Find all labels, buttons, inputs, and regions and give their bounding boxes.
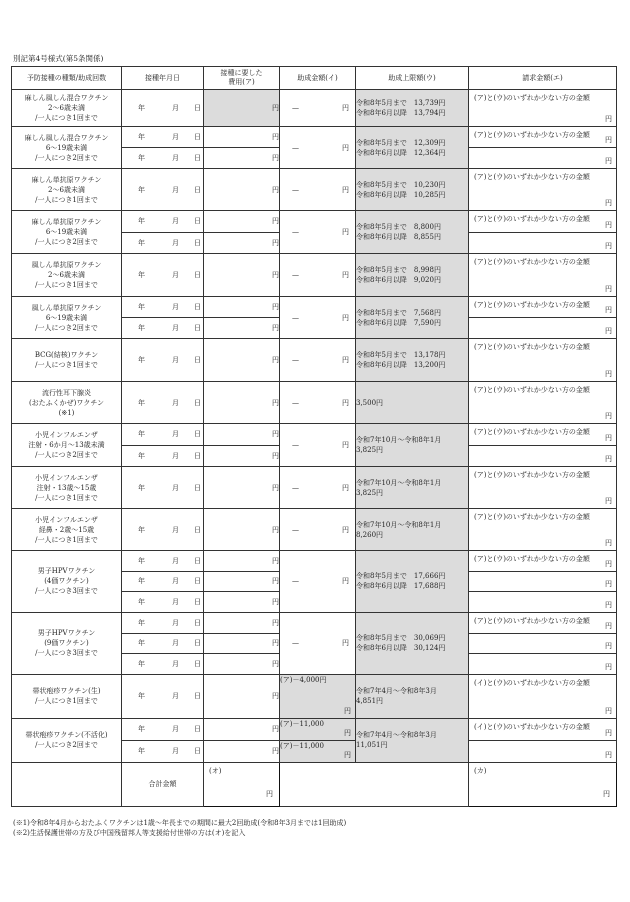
form-caption: 別記第4号様式(第5条関係) (13, 54, 104, 63)
total-o-field[interactable] (204, 762, 280, 806)
date-unit: 日 (194, 217, 201, 226)
date-unit: 日 (194, 556, 201, 565)
subsidy-amount-7 (280, 382, 356, 424)
vaccine-type-12: 男子HPVワクチン (9価ワクチン) /一人につき3回まで (12, 612, 122, 674)
claim-yen: 円 (605, 497, 612, 505)
date-field-12-2[interactable] (122, 654, 204, 675)
header-claim: 請求金額(エ) (469, 67, 617, 90)
date-unit: 日 (194, 725, 201, 734)
vaccine-type-6: BCG(結核)ワクチン /一人につき1回まで (12, 339, 122, 382)
total-row (12, 762, 617, 806)
limit-amount-3: 令和8年5月まで 8,800円 令和8年6月以降 8,855円 (356, 211, 469, 254)
vaccine-type-0: 麻しん風しん混合ワクチン 2～6歳未満 /一人につき1回まで (12, 90, 122, 127)
date-unit: 年 (138, 725, 145, 734)
cost-field-3-0[interactable]: 円 (204, 211, 280, 233)
subsidy-dash: — (292, 441, 299, 449)
date-field-6-0[interactable] (122, 339, 204, 382)
date-field-5-1[interactable] (122, 318, 204, 339)
claim-yen: 円 (605, 157, 612, 165)
cost-field-7-0[interactable]: 円 (204, 382, 280, 424)
date-unit: 年 (138, 483, 145, 492)
date-unit: 年 (138, 430, 145, 439)
subsidy-dash: — (292, 525, 299, 534)
limit-amount-6: 令和8年5月まで 13,178円 令和8年6月以降 13,200円 (356, 339, 469, 382)
vaccine-type-7: 流行性耳下腺炎 (おたふくかぜ)ワクチン (※1) (12, 382, 122, 424)
claim-field-1-0[interactable] (469, 127, 617, 148)
subsidy-yen: 円 (342, 441, 349, 449)
claim-yen: 円 (605, 580, 612, 589)
date-unit: 日 (194, 618, 201, 627)
cost-field-8-1[interactable]: 円 (204, 445, 280, 467)
date-unit: 月 (172, 324, 179, 332)
vaccine-type-1: 麻しん風しん混合ワクチン 6～19歳未満 /一人につき2回まで (12, 127, 122, 169)
limit-amount-9: 令和7年10月～令和8年1月 3,825円 (356, 467, 469, 509)
date-field-2-0[interactable] (122, 169, 204, 211)
claim-field-11-2[interactable] (469, 592, 617, 613)
date-unit: 日 (194, 483, 201, 492)
table-row (12, 169, 617, 211)
claim-yen: 円 (605, 306, 612, 314)
cost-field-3-1[interactable]: 円 (204, 232, 280, 254)
date-unit: 日 (194, 356, 201, 364)
claim-note: (ア)と(ウ)のいずれか少ない方の金額 (474, 616, 590, 625)
date-unit: 月 (172, 451, 179, 460)
vaccine-type-13: 帯状疱疹ワクチン(生) /一人につき1回まで (12, 674, 122, 718)
subsidy-yen: 円 (342, 228, 349, 236)
vaccine-type-11: 男子HPVワクチン (4価ワクチン) /一人につき3回まで (12, 551, 122, 613)
cost-field-14-0[interactable]: 円 (204, 718, 280, 740)
cost-field-1-0[interactable]: 円 (204, 127, 280, 148)
claim-yen: 円 (605, 455, 612, 463)
limit-amount-8: 令和7年10月～令和8年1月 3,825円 (356, 424, 469, 467)
claim-yen: 円 (605, 115, 612, 123)
date-unit: 年 (138, 660, 145, 669)
date-unit: 日 (194, 747, 201, 756)
total-o-yen: 円 (266, 789, 273, 798)
table-row (12, 90, 617, 127)
date-unit: 月 (172, 618, 179, 627)
claim-field-8-0[interactable] (469, 424, 617, 446)
total-label: 合計金額 (122, 762, 204, 806)
date-unit: 月 (172, 725, 179, 734)
claim-field-13-0[interactable] (469, 674, 617, 718)
subsidy-dash: — (292, 185, 299, 194)
date-unit: 日 (194, 430, 201, 439)
limit-amount-11: 令和8年5月まで 17,666円 令和8年6月以降 17,688円 (356, 551, 469, 613)
claim-field-10-0[interactable] (469, 509, 617, 551)
claim-note: (ア)と(ウ)のいずれか少ない方の金額 (474, 215, 590, 223)
claim-yen: 円 (605, 199, 612, 207)
total-blank (12, 762, 122, 806)
subsidy-amount-1 (280, 127, 356, 169)
vaccine-type-14: 帯状疱疹ワクチン(不活化) /一人につき2回まで (12, 718, 122, 762)
date-unit: 年 (138, 692, 145, 701)
header-type: 予防接種の種類/助成回数 (12, 67, 122, 90)
date-field-0-0[interactable] (122, 90, 204, 127)
claim-yen: 円 (605, 600, 612, 609)
table-row (12, 551, 617, 572)
date-unit: 年 (138, 398, 145, 407)
total-o-label: (オ) (209, 766, 222, 775)
date-unit: 年 (138, 747, 145, 756)
subsidy-yen: 円 (342, 356, 349, 364)
claim-yen: 円 (605, 220, 612, 229)
table-row (12, 718, 617, 740)
subsidy-amount-5 (280, 297, 356, 339)
subsidy-amount-2 (280, 169, 356, 211)
subsidy-yen: 円 (342, 483, 349, 492)
date-unit: 月 (172, 430, 179, 439)
date-unit: 月 (172, 577, 179, 586)
date-unit: 年 (138, 556, 145, 565)
date-field-1-1[interactable] (122, 148, 204, 169)
date-unit: 日 (194, 577, 201, 586)
claim-yen: 円 (605, 621, 612, 630)
claim-note: (イ)と(ウ)のいずれか少ない方の金額 (474, 678, 590, 687)
claim-field-1-1[interactable] (469, 148, 617, 169)
date-field-10-0[interactable] (122, 509, 204, 551)
date-field-9-0[interactable] (122, 467, 204, 509)
cost-field-4-0[interactable]: 円 (204, 254, 280, 297)
date-field-13-0[interactable] (122, 674, 204, 718)
header-limit: 助成上限額(ウ) (356, 67, 469, 90)
cost-field-9-0[interactable]: 円 (204, 467, 280, 509)
claim-note: (ア)と(ウ)のいずれか少ない方の金額 (474, 386, 590, 394)
subsidy-amount-6 (280, 339, 356, 382)
date-field-4-0[interactable] (122, 254, 204, 297)
subsidy-dash: — (292, 313, 299, 322)
subsidy-amount-11 (280, 551, 356, 613)
date-unit: 日 (194, 660, 201, 669)
date-unit: 年 (138, 154, 145, 162)
subsidy-yen: 円 (344, 750, 351, 759)
claim-field-0-0[interactable] (469, 90, 617, 127)
vaccine-type-5: 風しん単抗原ワクチン 6～19歳未満 /一人につき2回まで (12, 297, 122, 339)
date-unit: 月 (172, 133, 179, 141)
date-unit: 年 (138, 133, 145, 141)
claim-note: (イ)と(ウ)のいずれか少ない方の金額 (474, 722, 590, 731)
date-unit: 年 (138, 185, 145, 194)
claim-yen: 円 (605, 327, 612, 335)
table-row (12, 339, 617, 382)
date-field-5-0[interactable] (122, 297, 204, 318)
limit-amount-4: 令和8年5月まで 8,998円 令和8年6月以降 9,020円 (356, 254, 469, 297)
subsidy-amount-9 (280, 467, 356, 509)
limit-amount-13: 令和7年4月～令和8年3月 4,851円 (356, 674, 469, 718)
date-unit: 日 (194, 451, 201, 460)
date-field-8-0[interactable] (122, 424, 204, 446)
vaccine-type-4: 風しん単抗原ワクチン 2～6歳未満 /一人につき1回まで (12, 254, 122, 297)
date-field-3-0[interactable] (122, 211, 204, 233)
date-unit: 日 (194, 324, 201, 332)
subsidy-amount-12 (280, 612, 356, 674)
subsidy-yen: 円 (344, 706, 351, 715)
subsidy-amount-13-0 (280, 674, 356, 718)
date-field-11-2[interactable] (122, 592, 204, 613)
claim-yen: 円 (605, 706, 612, 715)
date-unit: 月 (172, 483, 179, 492)
date-unit: 年 (138, 271, 145, 279)
date-field-12-1[interactable] (122, 633, 204, 654)
subsidy-amount-0 (280, 90, 356, 127)
subsidy-dash: — (292, 271, 299, 279)
date-unit: 月 (172, 104, 179, 112)
total-blank (280, 762, 469, 806)
claim-yen: 円 (605, 433, 612, 442)
date-unit: 年 (138, 217, 145, 226)
claim-field-6-0[interactable] (469, 339, 617, 382)
subsidy-dash: — (292, 356, 299, 364)
vaccine-type-9: 小児インフルエンザ 注射・13歳～15歳 /一人につき1回まで (12, 467, 122, 509)
cost-field-13-0[interactable]: 円 (204, 674, 280, 718)
cost-field-0-0[interactable]: 円 (204, 90, 280, 127)
date-unit: 日 (194, 303, 201, 311)
claim-field-4-0[interactable] (469, 254, 617, 297)
cost-field-12-0[interactable]: 円 (204, 612, 280, 633)
limit-amount-7: 3,500円 (356, 382, 469, 424)
claim-yen: 円 (605, 642, 612, 651)
vaccine-type-10: 小児インフルエンザ 経鼻・2歳～15歳 /一人につき1回まで (12, 509, 122, 551)
claim-note: (ア)と(ウ)のいずれか少ない方の金額 (474, 555, 590, 563)
total-ka-label: (カ) (474, 766, 487, 775)
subsidy-amount-10 (280, 509, 356, 551)
date-unit: 日 (194, 104, 201, 112)
date-field-12-0[interactable] (122, 612, 204, 633)
subsidy-amount-8 (280, 424, 356, 467)
date-unit: 日 (194, 692, 201, 701)
claim-field-7-0[interactable] (469, 382, 617, 424)
cost-field-11-2[interactable]: 円 (204, 592, 280, 613)
subsidy-amount-3 (280, 211, 356, 254)
date-unit: 月 (172, 525, 179, 534)
claim-field-3-0[interactable] (469, 211, 617, 233)
subsidy-dash: — (292, 228, 299, 236)
subsidy-yen: 円 (342, 398, 349, 407)
subsidy-formula: (ア)－11,000 (280, 741, 324, 750)
date-unit: 年 (138, 598, 145, 607)
date-unit: 月 (172, 238, 179, 247)
claim-field-14-1[interactable] (469, 740, 617, 762)
cost-field-10-0[interactable]: 円 (204, 509, 280, 551)
claim-field-12-1[interactable] (469, 633, 617, 654)
claim-yen: 円 (605, 412, 612, 420)
date-field-11-1[interactable] (122, 571, 204, 592)
cost-field-2-0[interactable]: 円 (204, 169, 280, 211)
table-row (12, 612, 617, 633)
limit-amount-14: 令和7年4月～令和8年3月 11,051円 (356, 718, 469, 762)
date-unit: 月 (172, 217, 179, 226)
date-unit: 日 (194, 398, 201, 407)
vaccination-subsidy-form (11, 66, 617, 807)
claim-note: (ア)と(ウ)のいずれか少ない方の金額 (474, 301, 590, 309)
date-unit: 日 (194, 271, 201, 279)
subsidy-dash: — (292, 483, 299, 492)
cost-field-11-0[interactable]: 円 (204, 551, 280, 572)
claim-yen: 円 (605, 136, 612, 144)
table-row (12, 467, 617, 509)
cost-field-11-1[interactable]: 円 (204, 571, 280, 592)
date-unit: 日 (194, 154, 201, 162)
subsidy-yen: 円 (342, 639, 349, 648)
limit-amount-10: 令和7年10月～令和8年1月 8,260円 (356, 509, 469, 551)
limit-amount-12: 令和8年5月まで 30,069円 令和8年6月以降 30,124円 (356, 612, 469, 674)
subsidy-yen: 円 (342, 185, 349, 194)
date-unit: 月 (172, 154, 179, 162)
subsidy-yen: 円 (342, 271, 349, 279)
date-unit: 年 (138, 577, 145, 586)
subsidy-dash: — (292, 104, 299, 112)
claim-field-5-0[interactable] (469, 297, 617, 318)
claim-field-11-0[interactable] (469, 551, 617, 572)
subsidy-dash: — (292, 639, 299, 648)
date-unit: 年 (138, 451, 145, 460)
date-unit: 日 (194, 133, 201, 141)
date-unit: 年 (138, 303, 145, 311)
table-row (12, 382, 617, 424)
subsidy-yen: 円 (342, 104, 349, 112)
subsidy-formula: (ア)－4,000円 (280, 675, 327, 684)
claim-yen: 円 (605, 662, 612, 671)
claim-field-3-1[interactable] (469, 232, 617, 254)
claim-yen: 円 (605, 728, 612, 737)
table-row (12, 297, 617, 318)
subsidy-yen: 円 (342, 143, 349, 152)
date-unit: 年 (138, 356, 145, 364)
claim-note: (ア)と(ウ)のいずれか少ない方の金額 (474, 131, 590, 139)
date-unit: 月 (172, 747, 179, 756)
date-field-14-1[interactable] (122, 740, 204, 762)
subsidy-yen: 円 (344, 728, 351, 737)
cost-field-14-1[interactable]: 円 (204, 740, 280, 762)
claim-field-9-0[interactable] (469, 467, 617, 509)
subsidy-amount-14-0 (280, 718, 356, 740)
claim-yen: 円 (605, 750, 612, 759)
date-unit: 月 (172, 271, 179, 279)
total-ka-yen: 円 (603, 789, 610, 798)
date-unit: 月 (172, 556, 179, 565)
claim-yen: 円 (605, 559, 612, 568)
date-unit: 年 (138, 618, 145, 627)
claim-field-12-2[interactable] (469, 654, 617, 675)
subsidy-dash: — (292, 398, 299, 407)
date-unit: 日 (194, 238, 201, 247)
subsidy-yen: 円 (342, 577, 349, 586)
date-field-11-0[interactable] (122, 551, 204, 572)
date-field-3-1[interactable] (122, 232, 204, 254)
claim-note: (ア)と(ウ)のいずれか少ない方の金額 (474, 94, 590, 102)
footnote-2: (※2)生活保護世帯の方及び中国残留邦人等支援給付世帯の方は(オ)を記入 (13, 829, 246, 837)
subsidy-yen: 円 (342, 313, 349, 322)
date-field-8-1[interactable] (122, 445, 204, 467)
date-unit: 月 (172, 660, 179, 669)
subsidy-dash: — (292, 143, 299, 152)
claim-yen: 円 (605, 285, 612, 293)
cost-field-5-1[interactable]: 円 (204, 318, 280, 339)
subsidy-amount-14-1 (280, 740, 356, 762)
table-row (12, 424, 617, 446)
cost-field-5-0[interactable]: 円 (204, 297, 280, 318)
subsidy-amount-4 (280, 254, 356, 297)
date-unit: 月 (172, 692, 179, 701)
cost-field-12-2[interactable]: 円 (204, 654, 280, 675)
date-unit: 日 (194, 639, 201, 648)
date-field-7-0[interactable] (122, 382, 204, 424)
date-unit: 年 (138, 238, 145, 247)
table-row (12, 211, 617, 233)
claim-note: (ア)と(ウ)のいずれか少ない方の金額 (474, 428, 590, 436)
header-cost: 接種に要した 費用(ア) (204, 67, 280, 90)
cost-field-6-0[interactable]: 円 (204, 339, 280, 382)
claim-yen: 円 (605, 539, 612, 547)
date-field-14-0[interactable] (122, 718, 204, 740)
claim-note: (ア)と(ウ)のいずれか少ない方の金額 (474, 258, 590, 266)
claim-yen: 円 (605, 242, 612, 250)
subsidy-formula: (ア)－11,000 (280, 719, 324, 728)
vaccine-type-3: 麻しん単抗原ワクチン 6～19歳未満 /一人につき2回まで (12, 211, 122, 254)
date-unit: 日 (194, 185, 201, 194)
date-unit: 月 (172, 185, 179, 194)
total-ka-field[interactable] (469, 762, 617, 806)
subsidy-dash: — (292, 577, 299, 586)
claim-field-2-0[interactable] (469, 169, 617, 211)
footnotes (13, 818, 346, 838)
date-unit: 月 (172, 303, 179, 311)
table-row (12, 254, 617, 297)
date-unit: 年 (138, 525, 145, 534)
claim-field-14-0[interactable] (469, 718, 617, 740)
claim-yen: 円 (605, 370, 612, 378)
date-unit: 月 (172, 356, 179, 364)
claim-note: (ア)と(ウ)のいずれか少ない方の金額 (474, 173, 590, 181)
table-row (12, 674, 617, 718)
date-unit: 月 (172, 398, 179, 407)
date-unit: 月 (172, 598, 179, 607)
date-unit: 日 (194, 525, 201, 534)
date-unit: 月 (172, 639, 179, 648)
vaccine-type-2: 麻しん単抗原ワクチン 2～6歳未満 /一人につき1回まで (12, 169, 122, 211)
limit-amount-1: 令和8年5月まで 12,309円 令和8年6月以降 12,364円 (356, 127, 469, 169)
date-unit: 年 (138, 104, 145, 112)
date-unit: 年 (138, 639, 145, 648)
claim-note: (ア)と(ウ)のいずれか少ない方の金額 (474, 513, 590, 521)
subsidy-yen: 円 (342, 525, 349, 534)
header-subsidy: 助成金額(イ) (280, 67, 356, 90)
limit-amount-2: 令和8年5月まで 10,230円 令和8年6月以降 10,285円 (356, 169, 469, 211)
claim-note: (ア)と(ウ)のいずれか少ない方の金額 (474, 343, 590, 351)
claim-field-8-1[interactable] (469, 445, 617, 467)
date-unit: 日 (194, 598, 201, 607)
claim-field-12-0[interactable] (469, 612, 617, 633)
header-date: 接種年月日 (122, 67, 204, 90)
limit-amount-0: 令和8年5月まで 13,739円 令和8年6月以降 13,794円 (356, 90, 469, 127)
date-unit: 年 (138, 324, 145, 332)
table-row (12, 127, 617, 148)
table-row (12, 509, 617, 551)
claim-field-5-1[interactable] (469, 318, 617, 339)
limit-amount-5: 令和8年5月まで 7,568円 令和8年6月以降 7,590円 (356, 297, 469, 339)
cost-field-12-1[interactable]: 円 (204, 633, 280, 654)
vaccine-type-8: 小児インフルエンザ 注射・6か月～13歳未満 /一人につき2回まで (12, 424, 122, 467)
date-field-1-0[interactable] (122, 127, 204, 148)
claim-field-11-1[interactable] (469, 571, 617, 592)
cost-field-8-0[interactable]: 円 (204, 424, 280, 446)
footnote-1: (※1)令和8年4月からおたふくワクチンは1歳～年長までの期間に最大2回助成(令和8年3月までは1回助成) (13, 819, 347, 827)
cost-field-1-1[interactable]: 円 (204, 148, 280, 169)
claim-note: (ア)と(ウ)のいずれか少ない方の金額 (474, 471, 590, 479)
